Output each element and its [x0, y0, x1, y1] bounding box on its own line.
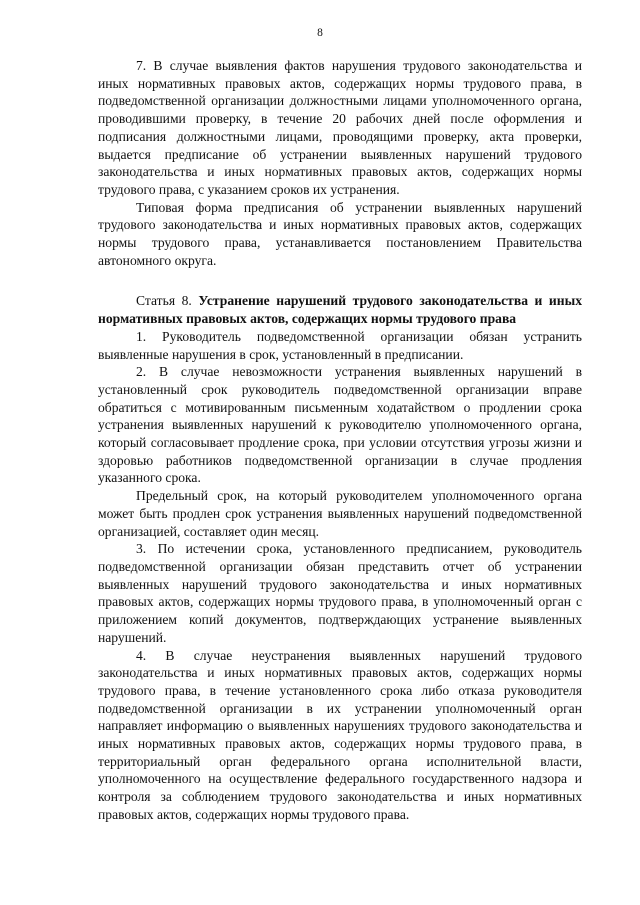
section-spacer — [98, 269, 582, 292]
article-paragraph-2: 2. В случае невозможности устранения выявленных нарушений в установленный срок руководитель подведомственной организации вправе обратиться с мотивированным письменным ходатайством о продлении срока устранения выявленных нарушений к руководителю уполномоченного органа, который согласовывает продление срока, при условии отсутствия угрозы жизни и здоровью работников подведомственной организации в случае продления указанного срока. — [98, 364, 582, 486]
paragraph-typical-form: Типовая форма предписания об устранении выявленных нарушений трудового законодательства и иных нормативных правовых актов, содержащих нормы трудового права, устанавливается постановлением Правительства автономного округа. — [98, 199, 582, 268]
article-paragraph-1: 1. Руководитель подведомственной организации обязан устранить выявленные нарушения в срок, установленный в предписании. — [98, 328, 582, 362]
document-body — [98, 57, 582, 824]
article-paragraph-4: 4. В случае неустранения выявленных нарушений трудового законодательства и иных нормативных правовых актов, содержащих нормы трудового права, в течение установленного срока либо отказа руководителя подведомственной организации в их устранении уполномоченный орган направляет информацию о выявленных нарушениях трудового законодательства и иных нормативных правовых актов, содержащих нормы трудового права, в территориальный орган федерального органа исполнительной власти, уполномоченного на осуществление федерального государственного надзора и контроля за соблюдением трудового законодательства и иных нормативных правовых актов, содержащих нормы трудового права. — [98, 647, 582, 822]
article-title: Устранение нарушений трудового законодательства и иных нормативных правовых актов, содержащих нормы трудового права — [98, 293, 582, 327]
article-paragraph-2-limit: Предельный срок, на который руководителем уполномоченного органа может быть продлен срок устранения выявленных нарушений подведомственной организацией, составляет один месяц. — [98, 488, 582, 539]
article-prefix: Статья 8. — [136, 293, 192, 309]
page-number: 8 — [317, 27, 323, 39]
article-8-heading — [98, 292, 582, 327]
paragraph-7: 7. В случае выявления фактов нарушения трудового законодательства и иных нормативных правовых актов, содержащих нормы трудового права, в подведомственной организации должностными лицами уполномоченного органа, проводившими проверку, в течение 20 рабочих дней после оформления и подписания должностными лицами, проводящими проверку, акта проверки, выдается предписание об устранении выявленных нарушений трудового законодательства и иных нормативных правовых актов, содержащих нормы трудового права, с указанием сроков их устранения. — [98, 58, 582, 197]
article-paragraph-3: 3. По истечении срока, установленного предписанием, руководитель подведомственной организации обязан представить отчет об устранении выявленных нарушений трудового законодательства и иных нормативных правовых актов, содержащих нормы трудового права, в уполномоченный орган с приложением копий документов, подтверждающих устранение выявленных нарушений. — [98, 541, 582, 645]
